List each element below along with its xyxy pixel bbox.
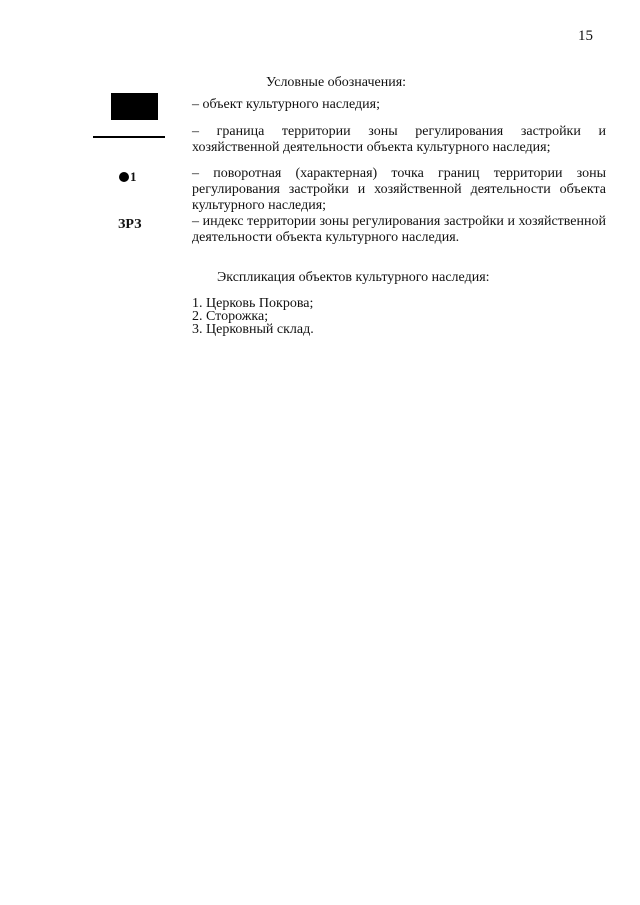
turning-point-symbol xyxy=(119,169,137,185)
legend-description-zone-boundary: – граница территории зоны регулирования застройки и хозяйственной деятельности объекта культурного наследия; xyxy=(192,124,606,155)
explication-list xyxy=(192,297,314,336)
legend-description-heritage-object: – объект культурного наследия; xyxy=(192,97,380,112)
legend-title: Условные обозначения: xyxy=(266,75,407,90)
legend-description-zone-index: – индекс территории зоны регулирования застройки и хозяйственной деятельности объекта культурного наследия. xyxy=(192,214,606,245)
list-item: 2. Сторожка; xyxy=(192,309,269,324)
zone-index-symbol: ЗРЗ xyxy=(118,217,142,232)
zone-boundary-line-symbol xyxy=(93,136,165,138)
explication-title: Экспликация объектов культурного наследия: xyxy=(217,270,490,285)
turning-point-dot-icon xyxy=(119,172,129,182)
list-item: 1. Церковь Покрова; xyxy=(192,296,314,311)
page-number: 15 xyxy=(578,28,593,44)
legend-description-turning-point: – поворотная (характерная) точка границ территории зоны регулирования застройки и хозяйственной деятельности объекта культурного наследия; xyxy=(192,166,606,213)
list-item: 3. Церковный склад. xyxy=(192,322,314,337)
turning-point-symbol-label: 1 xyxy=(130,169,137,184)
cultural-heritage-object-symbol xyxy=(111,93,158,120)
